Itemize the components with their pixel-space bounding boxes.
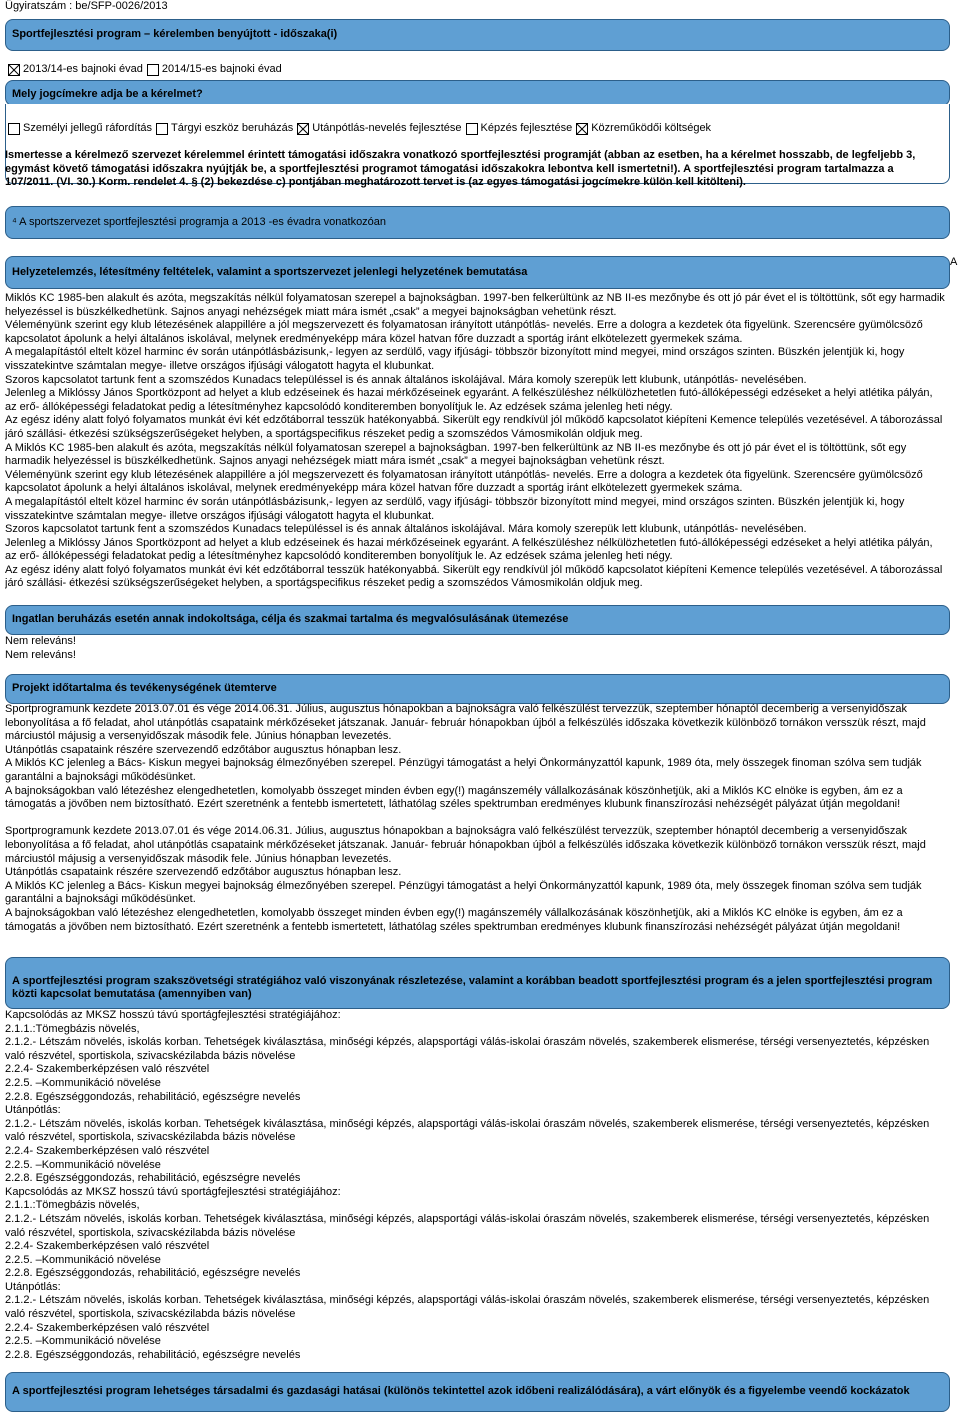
body-line: való részvétel, sportiskola, szivacskézilabda bázis növelése (5, 1131, 296, 1144)
intro-line: 107/2011. (VI. 30.) Korm. rendelet 4. § (2) bekezdése c) pontjában meghatározott tervet is (az egyes támogatási jogcímekre külön kell kitölteni). (5, 176, 746, 189)
body-line: Szoros kapcsolatot tartunk fent a szomszédos Kunadacs településsel is és annak általános iskolájával. Mára komoly szerepük lett klubunk, utánpótlás- nevelésében. (5, 523, 807, 536)
body-line: kapcsolatot ápolunk a helyi általános iskolával, melynek eredményeképp mára közel hatvan főre duzzadt a sportág iránt elkötelezett gyermekek száma. (5, 332, 743, 345)
check-cross-icon (8, 64, 20, 76)
body-line: lebonyolítása a fő feladat, ahol utánpótlás csapataink mérkőzéseket játszanak. Január- február hónapokban újból a felkészülés időszaka következik különböző tornákon versszük részt, majd (5, 838, 926, 851)
body-line: márciustól májusig a versenyidőszak második fele. Június hónapban levezetés. (5, 730, 392, 743)
body-line: való részvétel, sportiskola, szivacskézilabda bázis növelése (5, 1226, 296, 1239)
body-line: Az egész idény alatt folyó folyamatos munkát évi két edzőtáborral tesszük hatékonyabbá. Sikerült egy rendkívül jól működő kapcsolatot kiépíteni Kemence település vezetésével. A táborozással (5, 414, 943, 427)
section-situation-title: Helyzetelemzés, létesítmény feltételek, valamint a sportszervezet jelenlegi helyzetének bemutatása (12, 266, 528, 279)
section-property-header (5, 605, 950, 635)
body-line: 2.1.2.- Létszám növelés, iskolás korban. Tehetségek kiválasztása, minőségi képzés, alapsportági válás-iskolai óraszám növelés, szakemberek elismerése, térségi versenyeztetés, képzésken (5, 1117, 930, 1130)
body-line: Kapcsolódás az MKSZ hosszú távú sportágfejlesztési stratégiájához: (5, 1185, 341, 1198)
category-label-4: Képzés fejlesztése (480, 122, 573, 134)
body-line: A bajnokságokban való létezéshez elengedhetetlen, komolyabb összeget minden évben egy(!) magánszemély vállalkozásának köszönhetjük, aki a Miklós KC elnöke is egyben, ám ez a (5, 784, 903, 797)
body-line: járó szállási- étkezési szükségszerűségeket helyben, a sportágspecifikus részeket pedig a szomszédos Vámosmikolán oldjuk meg. (5, 427, 643, 440)
season-program-header (5, 206, 950, 239)
section-strategy-title-line: A sportfejlesztési program szakszövetségi stratégiához való viszonyának részletezése, valamint a korábban beadott sportfejlesztési program és a jelen sportfejlesztési program (12, 974, 933, 987)
body-line: helyezéssel is büszkélkedhetünk. Sajnos anyagi nehézségek miatt mára ismét „csak” a megyei bajnokságban vehetünk részt. (5, 305, 617, 318)
body-line: Jelenleg a Miklóssy János Sportközpont ad helyet a klub edzéseinek és hazai mérkőzéseinek egyaránt. A felkészüléshez nélkülözhetetlen futó-állóképességi edzéseket a helyi atlétika pályán, (5, 387, 933, 400)
body-line: 2.2.4- Szakemberképzésen való részvétel (5, 1240, 210, 1253)
season-checkboxes (8, 63, 286, 77)
body-line: Kapcsolódás az MKSZ hosszú távú sportágfejlesztési stratégiájához: (5, 1009, 341, 1021)
body-line: Utánpótlás csapataink részére szervezendő edzőtábor augusztus hónapban lesz. (5, 743, 402, 756)
section-strategy-title-line: közti kapcsolat bemutatása (amennyiben van) (12, 988, 252, 1001)
body-line: Az egész idény alatt folyó folyamatos munkát évi két edzőtáborral tesszük hatékonyabbá. Sikerült egy rendkívül jól működő kapcsolatot kiépíteni Kemence település vezetésével. A táborozással (5, 563, 943, 576)
season-program-title: ⁴ A sportszervezet sportfejlesztési programja a 2013 -es évadra vonatkozóan (12, 215, 387, 228)
body-line: Sportprogramunk kezdete 2013.07.01 és vége 2014.06.31. Július, augusztus hónapokban a bajnokságra való felkészülést tervezzük, szeptember hónaptól decemberig a versenyidőszak (5, 703, 907, 715)
category-label-3: Utánpótlás-nevelés fejlesztése (312, 122, 462, 134)
section-situation-header (5, 256, 950, 289)
body-line: visszatekintve számtalan megye- illetve országos ifjúsági válogatott hagyta el klubunkat. (5, 509, 435, 522)
body-line: támogatás a jövőben nem biztosítható. Ezért szeretnénk a fentebb ismertetett, láthatólag széles spektrumban eredményes klubunk finanszírozási nehézségét pályázat útján megoldani! (5, 920, 901, 933)
section-property-title: Ingatlan beruházás esetén annak indokoltsága, célja és szakmai tartalma és megvalósulásának ütemezése (12, 613, 569, 626)
body-line: 2.2.4- Szakemberképzésen való részvétel (5, 1063, 210, 1076)
category-checkbox-2[interactable] (156, 123, 168, 135)
body-line: A Miklós KC 1985-ben alakult és azóta, megszakítás nélkül folyamatosan szerepel a bajnokságban. 1997-ben felkerültünk az NB II-es mezőnybe és ott jó pár évet el is töltöttünk, sőt egy (5, 441, 907, 454)
body-line: való részvétel, sportiskola, szivacskézilabda bázis növelése (5, 1049, 296, 1062)
body-line: márciustól májusig a versenyidőszak második fele. Június hónapban levezetés. (5, 852, 392, 865)
body-line: A bajnokságokban való létezéshez elengedhetetlen, komolyabb összeget minden évben egy(!) magánszemély vállalkozásának köszönhetjük, aki a Miklós KC elnöke is egyben, ám ez a (5, 906, 903, 919)
body-line: 2.1.2.- Létszám növelés, iskolás korban. Tehetségek kiválasztása, minőségi képzés, alapsportági válás-iskolai óraszám növelés, szakemberek elismerése, térségi versenyeztetés, képzésken (5, 1294, 930, 1307)
body-line: való részvétel, sportiskola, szivacskézilabda bázis növelése (5, 1308, 296, 1321)
check-cross-icon (297, 123, 309, 135)
body-line: Véleményünk szerint egy klub létezésének alappillére a jól megszervezett és folyamatosan irányított utánpótlás- nevelés. Erre a dologra a kezdetek óta figyelünk. Szerencsére gyümölcsöző (5, 319, 923, 332)
legal-title-question: Mely jogcímekre adja be a kérelmet? (12, 88, 203, 101)
legal-title-header (5, 80, 950, 106)
body-line: Utánpótlás csapataink részére szervezendő edzőtábor augusztus hónapban lesz. (5, 866, 402, 879)
body-line: 2.2.8. Egészséggondozás, rehabilitáció, egészségre nevelés (5, 1090, 301, 1103)
section-impact-title: A sportfejlesztési program lehetséges társadalmi és gazdasági hatásai (különös tekintettel azok időbeni realizálódására), a várt előnyök és a figyelembe veendő kockázatok (12, 1385, 910, 1398)
program-period-title: Sportfejlesztési program – kérelemben benyújtott - időszaka(i) (12, 28, 338, 41)
season-label-1: 2013/14-es bajnoki évad (23, 63, 143, 75)
body-line: 2.1.1.:Tömegbázis növelés, (5, 1199, 140, 1212)
body-line: 2.1.2.- Létszám növelés, iskolás korban. Tehetségek kiválasztása, minőségi képzés, alapsportági válás-iskolai óraszám növelés, szakemberek elismerése, térségi versenyeztetés, képzésken (5, 1212, 930, 1225)
season-checkbox-2[interactable] (147, 64, 159, 76)
section-schedule-body (5, 703, 953, 934)
body-line: 2.2.5. –Kommunikáció növelése (5, 1253, 161, 1266)
section-schedule-title: Projekt időtartalma és tevékenységének ütemterve (12, 682, 277, 695)
body-line: A megalapítástól eltelt közel harminc év során utánpótlásbázisunk,- legyen az serdülő, vagy ifjúsági- többször bizonyított mind megyei, mind országos szinten. Büszkén jelentjük ki, hogy (5, 346, 905, 359)
category-checkbox-1[interactable] (8, 123, 20, 135)
category-label-2: Tárgyi eszköz beruházás (171, 122, 294, 134)
body-line: Utánpótlás: (5, 1104, 61, 1117)
section-property-body (5, 635, 953, 662)
body-line: A megalapítástól eltelt közel harminc év során utánpótlásbázisunk,- legyen az serdülő, vagy ifjúsági- többször bizonyított mind megyei, mind országos szinten. Büszkén jelentjük ki, hogy (5, 495, 905, 508)
body-line: 2.1.1.:Tömegbázis növelés, (5, 1022, 140, 1035)
case-number: Ügyiratszám : be/SFP-0026/2013 (5, 0, 168, 12)
body-line: 2.2.5. –Kommunikáció növelése (5, 1076, 161, 1089)
category-label-1: Személyi jellegű ráfordítás (23, 122, 153, 134)
body-line: garantálni a bajnoksági működésünket. (5, 770, 196, 783)
body-line (5, 812, 953, 826)
intro-instructions (5, 149, 953, 190)
body-line: Jelenleg a Miklóssy János Sportközpont ad helyet a klub edzéseinek és hazai mérkőzéseinek egyaránt. A felkészüléshez nélkülözhetetlen futó-állóképességi edzéseket a helyi atlétika pályán, (5, 536, 933, 549)
section-impact-header (5, 1372, 950, 1412)
season-checkbox-1[interactable] (8, 64, 20, 76)
category-checkboxes (8, 122, 715, 136)
body-line: 2.2.8. Egészséggondozás, rehabilitáció, egészségre nevelés (5, 1172, 301, 1185)
category-checkbox-3[interactable] (297, 123, 309, 135)
intro-line: Ismertesse a kérelmező szervezet kérelemmel érintett támogatási időszakra vonatkozó sportfejlesztési programját (abban az esetben, ha a kérelmet hosszabb, de legfeljebb 3, (5, 149, 916, 161)
section-side-mark: A (950, 256, 958, 268)
body-line: 2.2.8. Egészséggondozás, rehabilitáció, egészségre nevelés (5, 1267, 301, 1280)
body-line: visszatekintve számtalan megye- illetve országos ifjúsági válogatott hagyta el klubunkat. (5, 359, 435, 372)
body-line: az erő- állóképességi feladatokat pedig a létesítményhez kapcsolódó konditeremben bonyolítjuk le. Az edzések száma jelenleg heti négy. (5, 550, 673, 563)
intro-line: egymást követő támogatási időszakra nyújtják be, a sportfejlesztési programot támogatási időszakokra lebontva kell ismertetni!). A sportfejlesztési program tartalmazza a (5, 162, 894, 175)
body-line: 2.2.5. –Kommunikáció növelése (5, 1335, 161, 1348)
body-line: 2.2.4- Szakemberképzésen való részvétel (5, 1144, 210, 1157)
body-line: Nem releváns! (5, 648, 76, 661)
body-line: A Miklós KC jelenleg a Bács- Kiskun megyei bajnokság élmezőnyében szerepel. Pénzügyi támogatást a helyi Önkormányzattól kapunk, 1989 óta, mely összegek finoman szólva sem tudják (5, 879, 922, 892)
body-line: támogatás a jövőben nem biztosítható. Ezért szeretnénk a fentebb ismertetett, láthatólag széles spektrumban eredményes klubunk finanszírozási nehézségét pályázat útján megoldani! (5, 798, 901, 811)
body-line: az erő- állóképességi feladatokat pedig a létesítményhez kapcsolódó konditeremben bonyolítjuk le. Az edzések száma jelenleg heti négy. (5, 400, 673, 413)
category-checkbox-4[interactable] (466, 123, 478, 135)
body-line: járó szállási- étkezési szükségszerűségeket helyben, a sportágspecifikus részeket pedig a szomszédos Vámosmikolán oldjuk meg. (5, 577, 643, 590)
body-line: Szoros kapcsolatot tartunk fent a szomszédos Kunadacs településsel is és annak általános iskolájával. Mára komoly szerepük lett klubunk, utánpótlás- nevelésében. (5, 373, 807, 386)
body-line: Utánpótlás: (5, 1280, 61, 1293)
body-line: kapcsolatot ápolunk a helyi általános iskolával, melynek eredményeképp mára közel hatvan főre duzzadt a sportág iránt elkötelezett gyermekek száma. (5, 482, 743, 495)
section-strategy-body (5, 1009, 953, 1362)
body-line: A Miklós KC jelenleg a Bács- Kiskun megyei bajnokság élmezőnyében szerepel. Pénzügyi támogatást a helyi Önkormányzattól kapunk, 1989 óta, mely összegek finoman szólva sem tudják (5, 757, 922, 770)
section-schedule-header (5, 674, 950, 704)
check-cross-icon (576, 123, 588, 135)
program-period-header (5, 19, 950, 51)
body-line: Nem releváns! (5, 635, 76, 647)
body-line: garantálni a bajnoksági működésünket. (5, 893, 196, 906)
season-label-2: 2014/15-es bajnoki évad (161, 63, 282, 75)
category-label-5: Közreműködői költségek (591, 122, 712, 134)
category-checkbox-5[interactable] (576, 123, 588, 135)
body-line: 2.1.2.- Létszám növelés, iskolás korban. Tehetségek kiválasztása, minőségi képzés, alapsportági válás-iskolai óraszám növelés, szakemberek elismerése, térségi versenyeztetés, képzésken (5, 1036, 930, 1049)
body-line: Miklós KC 1985-ben alakult és azóta, megszakítás nélkül folyamatosan szerepel a bajnokságban. 1997-ben felkerültünk az NB II-es mezőnybe és ott jó pár évet el is töltöttünk, sőt egy harmadik (5, 292, 945, 304)
section-strategy-header (5, 957, 950, 1009)
body-line: Véleményünk szerint egy klub létezésének alappillére a jól megszervezett és folyamatosan irányított utánpótlás- nevelés. Erre a dologra a kezdetek óta figyelünk. Szerencsére gyümölcsöző (5, 468, 923, 481)
body-line: 2.2.4- Szakemberképzésen való részvétel (5, 1321, 210, 1334)
body-line: 2.2.5. –Kommunikáció növelése (5, 1158, 161, 1171)
body-line: 2.2.8. Egészséggondozás, rehabilitáció, egészségre nevelés (5, 1348, 301, 1361)
body-line: harmadik helyezéssel is büszkélkedhetünk. Sajnos anyagi nehézségek miatt mára ismét „csak” a megyei bajnokságban vehetünk részt. (5, 455, 665, 468)
section-situation-body (5, 292, 953, 591)
body-line: lebonyolítása a fő feladat, ahol utánpótlás csapataink mérkőzéseket játszanak. Január- február hónapokban újból a felkészülés időszaka következik különböző tornákon versszük részt, majd (5, 716, 926, 729)
body-line: Sportprogramunk kezdete 2013.07.01 és vége 2014.06.31. Július, augusztus hónapokban a bajnokságra való felkészülést tervezzük, szeptember hónaptól decemberig a versenyidőszak (5, 825, 907, 838)
